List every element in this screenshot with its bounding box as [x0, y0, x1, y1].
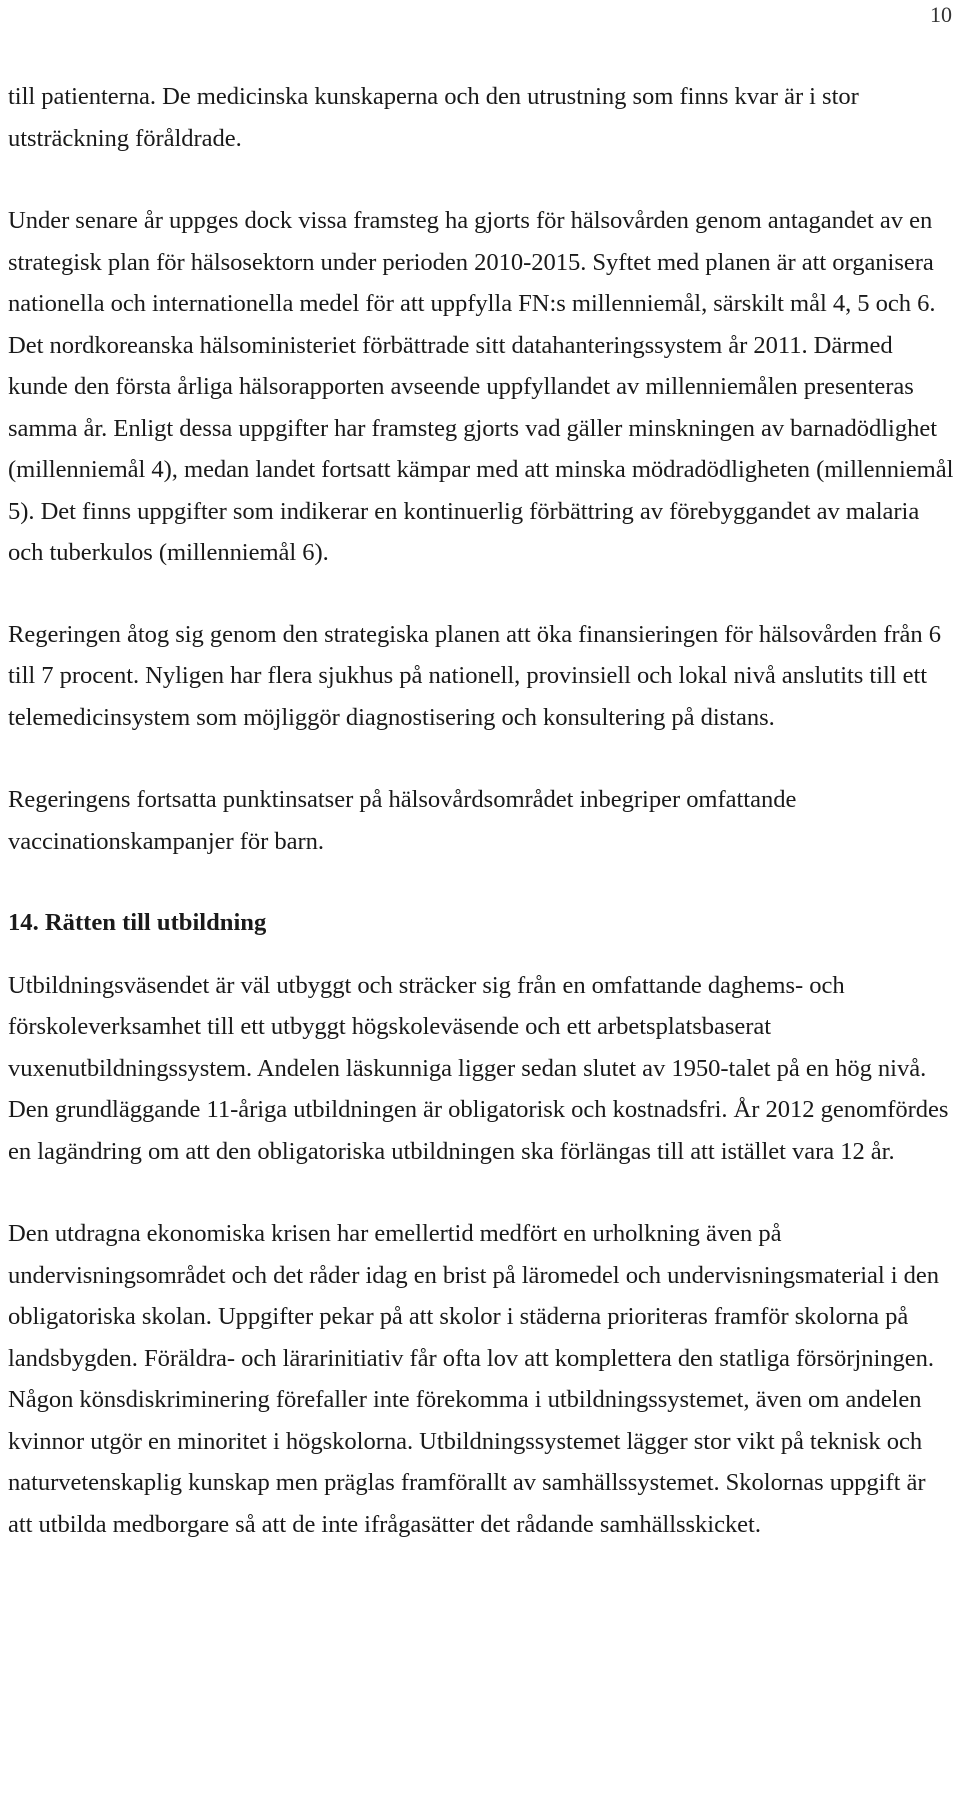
paragraph-health-progress: Under senare år uppges dock vissa framsteg ha gjorts för hälsovården genom antagandet av en strategisk plan för hälsosektorn under perioden 2010-2015. Syftet med planen är att organisera nationella och internationella medel för att uppfylla FN:s millenniemål, särskilt mål 4, 5 och 6. Det nordkoreanska hälsoministeriet förbättrade sitt datahanteringssystem år 2011. Därmed kunde den första årliga hälsorapporten avseende uppfyllandet av millenniemålen presenteras samma år. Enligt dessa uppgifter har framsteg gjorts vad gäller minskningen av barnadödlighet (millenniemål 4), medan landet fortsatt kämpar med att minska mödradödligheten (millenniemål 5). Det finns uppgifter som indikerar en kontinuerlig förbättring av förebyggandet av malaria och tuberkulos (millenniemål 6). — [8, 207, 954, 566]
page-number: 10 — [930, 2, 952, 27]
paragraph-vaccination: Regeringens fortsatta punktinsatser på hälsovårdsområdet inbegriper omfattande vaccinationskampanjer för barn. — [8, 786, 797, 855]
document-body — [8, 76, 954, 1545]
paragraph-economic-crisis: Den utdragna ekonomiska krisen har emellertid medfört en urholkning även på undervisningsområdet och det råder idag en brist på läromedel och undervisningsmaterial i den obligatoriska skolan. Uppgifter pekar på att skolor i städerna prioriteras framför skolorna på landsbygden. Föräldra- och lärarinitiativ får ofta lov att komplettera den statliga försörjningen. Någon könsdiskriminering förefaller inte förekomma i utbildningssystemet, även om andelen kvinnor utgör en minoritet i högskolorna. Utbildningssystemet lägger stor vikt på teknisk och naturvetenskaplig kunskap men präglas framförallt av samhällssystemet. Skolornas uppgift är att utbilda medborgare så att de inte ifrågasätter det rådande samhällsskicket. — [8, 1220, 939, 1538]
paragraph-education-system: Utbildningsväsendet är väl utbyggt och sträcker sig från en omfattande daghems- och förskoleverksamhet till ett utbyggt högskoleväsende och ett arbetsplatsbaserat vuxenutbildningssystem. Andelen läskunniga ligger sedan slutet av 1950-talet på en hög nivå. Den grundläggande 11-åriga utbildningen är obligatorisk och kostnadsfri. År 2012 genomfördes en lagändring om att den obligatoriska utbildningen ska förlängas till att istället vara 12 år. — [8, 971, 949, 1165]
section-heading-education: 14. Rätten till utbildning — [8, 909, 267, 936]
paragraph-patients-equipment: till patienterna. De medicinska kunskaperna och den utrustning som finns kvar är i stor utsträckning föråldrade. — [8, 83, 859, 152]
paragraph-government-funding: Regeringen åtog sig genom den strategiska planen att öka finansieringen för hälsovården från 6 till 7 procent. Nyligen har flera sjukhus på nationell, provinsiell och lokal nivå anslutits till ett telemedicinsystem som möjliggör diagnostisering och konsultering på distans. — [8, 620, 941, 731]
